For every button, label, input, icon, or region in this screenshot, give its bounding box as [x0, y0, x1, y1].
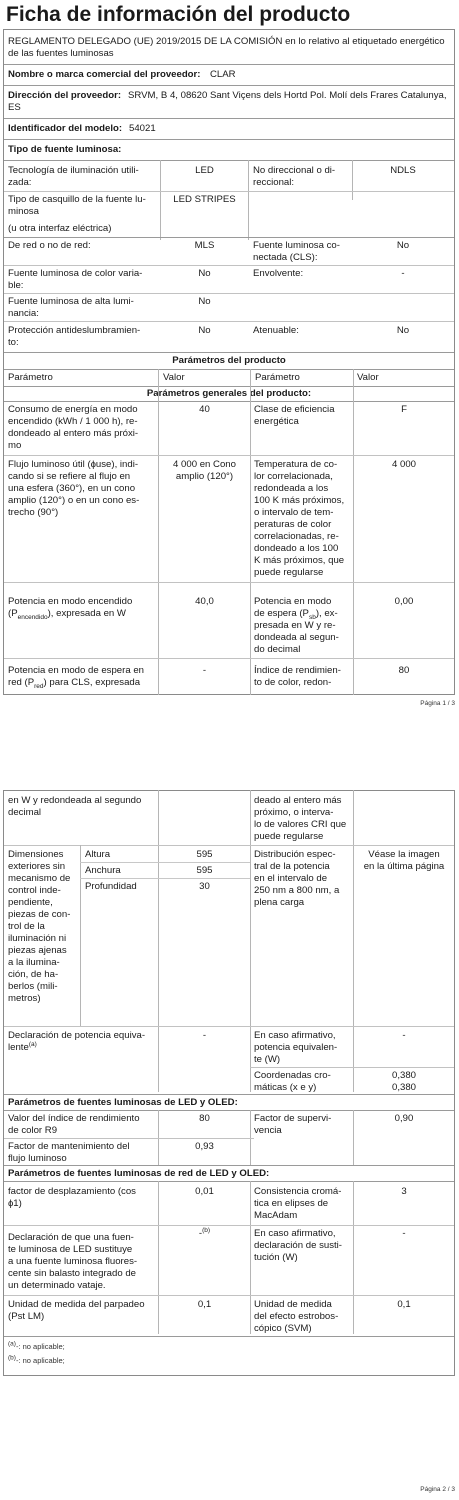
general-params-header: Parámetros generales del producto: — [146, 388, 312, 399]
networked-standby-label-cont: en W y redondeada al segundo — [8, 795, 142, 806]
dim-depth-label: Profundidad — [85, 881, 137, 892]
macadam-label: Consistencia cromá- — [254, 1186, 342, 1197]
macadam-value: 3 — [401, 1186, 407, 1197]
footnote-a: $^{(a)}$-: no aplicable; — [8, 1340, 65, 1351]
colour-tunable-value: No — [198, 268, 211, 279]
col-header-param: Parámetro — [8, 372, 53, 383]
tech-value: LED — [195, 165, 214, 176]
mains-value: MLS — [194, 240, 215, 251]
page-number: Página 2 / 3 — [420, 1486, 455, 1493]
dim-height-value: 595 — [196, 849, 213, 860]
replacement-watt-value: - — [402, 1228, 406, 1239]
flicker-label: Unidad de medida del parpadeo — [8, 1299, 145, 1310]
on-mode-power-label: Potencia en modo encendido — [8, 596, 133, 607]
equivalent-watt-value: - — [402, 1030, 406, 1041]
cri-label: Índice de rendimien- — [254, 665, 341, 676]
page-title: Ficha de información del producto — [6, 3, 351, 26]
address-value-cont: ES — [8, 102, 21, 113]
envelope-label: Envolvente: — [253, 268, 304, 279]
model-label: Identificador del modelo: — [8, 123, 123, 134]
regulation-text: REGLAMENTO DELEGADO (UE) 2019/2015 DE LA COMISIÓN en lo relativo al etiquetado energético — [8, 36, 445, 47]
regulation-text-cont: de las fuentes luminosas — [8, 48, 114, 59]
networked-standby-value: - — [202, 665, 207, 676]
colour-tunable-label: Fuente luminosa de color varia- — [8, 268, 143, 279]
dim-depth-value: 30 — [199, 881, 210, 892]
lumen-maintenance-value: 0,93 — [195, 1141, 214, 1152]
spectral-distribution-label: Distribución espec- — [254, 849, 336, 860]
col-header-value: Valor — [357, 372, 379, 383]
equivalent-power-value: - — [202, 1030, 207, 1041]
flicker-value: 0,1 — [197, 1299, 212, 1310]
led-replacement-label: Declaración de que una fuen- — [8, 1232, 134, 1243]
nondir-value: NDLS — [390, 165, 416, 176]
chromaticity-label: Coordenadas cro- — [254, 1070, 331, 1081]
mains-led-params-header: Parámetros de fuentes luminosas de red de LED y OLED: — [8, 1168, 270, 1179]
cls-value: No — [396, 240, 410, 251]
equivalent-watt-label: En caso afirmativo, — [254, 1030, 336, 1041]
flux-label: Flujo luminoso útil (ɸuse), indi- — [8, 459, 139, 470]
chromaticity-y: 0,380 — [391, 1082, 416, 1093]
energy-class-value: F — [401, 404, 407, 415]
address-label: Dirección del proveedor: — [8, 90, 122, 101]
dimmable-value: No — [396, 325, 410, 336]
displacement-factor-label: factor de desplazamiento (cos — [8, 1186, 136, 1197]
led-replacement-value: -$^{(b)}$ — [198, 1226, 211, 1239]
led-params-header: Parámetros de fuentes luminosas de LED y OLED: — [8, 1097, 238, 1108]
page-1: Ficha de información del producto REGLAMENTO DELEGADO (UE) 2019/2015 DE LA COMISIÓN en lo relativo al etiquetado energético de las fuentes luminosas Nombre o marca comercial del proveedor: CLAR Dirección del proveedor: SRVM, B 4, 08620 Sant Viçens dels Hortd Pol. Molí dels Frares Catalunya, ES Identificador del modelo: 54021 Tipo de fuente luminosa: Tecnología de iluminación utili- zada: LED No direccional o di- reccional: NDLS Tipo de casquillo de la fuente lu- minosa (u otra interfaz eléctrica) LED STRIPES De red o no de red: MLS Fuente luminosa co- nectada (CLS): No Fuente luminosa de color varia- ble: No Envolvente: - Fuente luminosa de alta lumi- nancia: No Protección antideslumbramien- to: No Atenuable: No Parámetros del producto Parámetro Valor Parámetro Valor Parámetros generales del producto: Consumo de energía en modo encendido (kWh / 1 000 h), re- dondeado al entero más próxi- mo 40 Clase de eficiencia energética F Flujo luminoso útil (ɸuse), indi- cando si se refiere al flujo en una esfera (360°), en un cono amplio (120°) o en un cono es- trecho (90°) 4 000 en Cono amplio (120°) Temperatura de co- lor correlacionada, redondeada a los 100 K más próximos, o intervalo de tem- peraturas de color correlacionadas, re- dondeado a los 100 K más próximos, que puede regularse 4 000 Potencia en modo encendido $(P_{encendido})$, expresada en W 40,0 Potencia en modo de espera $(P_{sb})$, ex- presada en W y re- dondeada al segun- do decimal 0,00 Potencia en modo de espera en red $(P_{red})$ para CLS, expresada - Índice de rendimien- to de color, redon- 80 Página 1 / 3 — [0, 0, 459, 712]
address-value: SRVM, B 4, 08620 Sant Viçens dels Hortd Pol. Molí dels Frares Catalunya, — [128, 90, 447, 101]
page-number: Página 1 / 3 — [420, 700, 455, 707]
dim-width-value: 595 — [196, 865, 213, 876]
energy-value: 40 — [199, 404, 210, 415]
high-luminance-value: No — [198, 296, 211, 307]
energy-class-label: Clase de eficiencia — [254, 404, 335, 415]
col-header-value: Valor — [163, 372, 185, 383]
supplier-value: CLAR — [210, 69, 236, 80]
r9-label: Valor del índice de rendimiento — [8, 1113, 140, 1124]
on-mode-power-value: 40,0 — [195, 596, 214, 607]
mains-label: De red o no de red: — [8, 240, 91, 251]
dim-width-label: Anchura — [85, 865, 121, 876]
product-params-header: Parámetros del producto — [172, 355, 286, 366]
survival-value: 0,90 — [394, 1113, 414, 1124]
cct-label: Temperatura de co- — [254, 459, 338, 470]
flux-value: 4 000 en Cono — [173, 459, 236, 470]
footnote-b: $^{(b)}$-: no aplicable; — [8, 1354, 65, 1365]
cri-label-cont: deado al entero más — [254, 795, 342, 806]
cap-value: LED STRIPES — [173, 194, 236, 205]
spectral-distribution-value: Véase la imagen — [368, 849, 440, 860]
dimensions-label: Dimensiones — [8, 849, 64, 860]
cls-label: Fuente luminosa co- — [253, 240, 340, 251]
equivalent-power-label: Declaración de potencia equiva- — [8, 1030, 146, 1041]
networked-standby-label: Potencia en modo de espera en — [8, 665, 145, 676]
nondir-label: No direccional o di- — [253, 165, 336, 176]
survival-label: Factor de supervi- — [254, 1113, 332, 1124]
displacement-factor-value: 0,01 — [195, 1186, 214, 1197]
chromaticity-x: 0,380 — [391, 1070, 416, 1081]
source-type-label: Tipo de fuente luminosa: — [8, 144, 122, 155]
standby-power-label: Potencia en modo — [254, 596, 332, 607]
cap-label: Tipo de casquillo de la fuente lu- — [8, 194, 146, 205]
stroboscopic-label: Unidad de medida — [254, 1299, 332, 1310]
replacement-watt-label: En caso afirmativo, — [254, 1228, 336, 1239]
model-value: 54021 — [129, 123, 156, 134]
stroboscopic-value: 0,1 — [397, 1299, 411, 1310]
cct-value: 4 000 — [391, 459, 416, 470]
supplier-label: Nombre o marca comercial del proveedor: — [8, 69, 201, 80]
cri-value: 80 — [398, 665, 410, 676]
energy-label: Consumo de energía en modo — [8, 404, 138, 415]
high-luminance-label: Fuente luminosa de alta lumi- — [8, 296, 134, 307]
dim-height-label: Altura — [85, 849, 111, 860]
col-header-param: Parámetro — [255, 372, 300, 383]
anti-glare-value: No — [198, 325, 211, 336]
page-2: en W y redondeada al segundo decimal deado al entero más próximo, o interva- lo de valores CRI que puede regularse Dimensiones exteriores sin mecanismo de control inde- pendiente, piezas de con- trol de la iluminación ni piezas ajenas a la ilumina- ción, de ha- berlos (mili- metros) Altura 595 Anchura 595 Profundidad 30 Distribución espec- tral de la potencia en el intervalo de 250 nm a 800 nm, a plena carga Véase la imagen en la última página Declaración de potencia equiva- lente$^{(a)}$ - En caso afirmativo, potencia equivalen- te (W) - Coordenadas cro- máticas (x e y) 0,380 0,380 Parámetros de fuentes luminosas de LED y OLED: Valor del índice de rendimiento de color R9 80 Factor de supervi- vencia 0,90 Factor de mantenimiento del flujo luminoso 0,93 Parámetros de fuentes luminosas de red de LED y OLED: factor de desplazamiento (cos ɸ1) 0,01 Consistencia cromá- tica en elipses de MacAdam 3 Declaración de que una fuen- te luminosa de LED sustituye a una fuente luminosa fluores- cente sin balasto integrado de un determinado vataje. -$^{(b)}$ En caso afirmativo, declaración de susti- tución (W) - Unidad de medida del parpadeo (Pst LM) 0,1 Unidad de medida del efecto estrobos- cópico (SVM) 0,1 $^{(a)}$-: no aplicable; $^{(b)}$-: no aplicable; Página 2 / 3 — [0, 790, 459, 1500]
tech-label: Tecnología de iluminación utili- — [8, 165, 139, 176]
dimmable-label: Atenuable: — [253, 325, 299, 336]
standby-power-value: 0,00 — [394, 596, 414, 607]
envelope-value: - — [401, 268, 405, 279]
lumen-maintenance-label: Factor de mantenimiento del — [8, 1141, 130, 1152]
r9-value: 80 — [199, 1113, 210, 1124]
anti-glare-label: Protección antideslumbramien- — [8, 325, 141, 336]
